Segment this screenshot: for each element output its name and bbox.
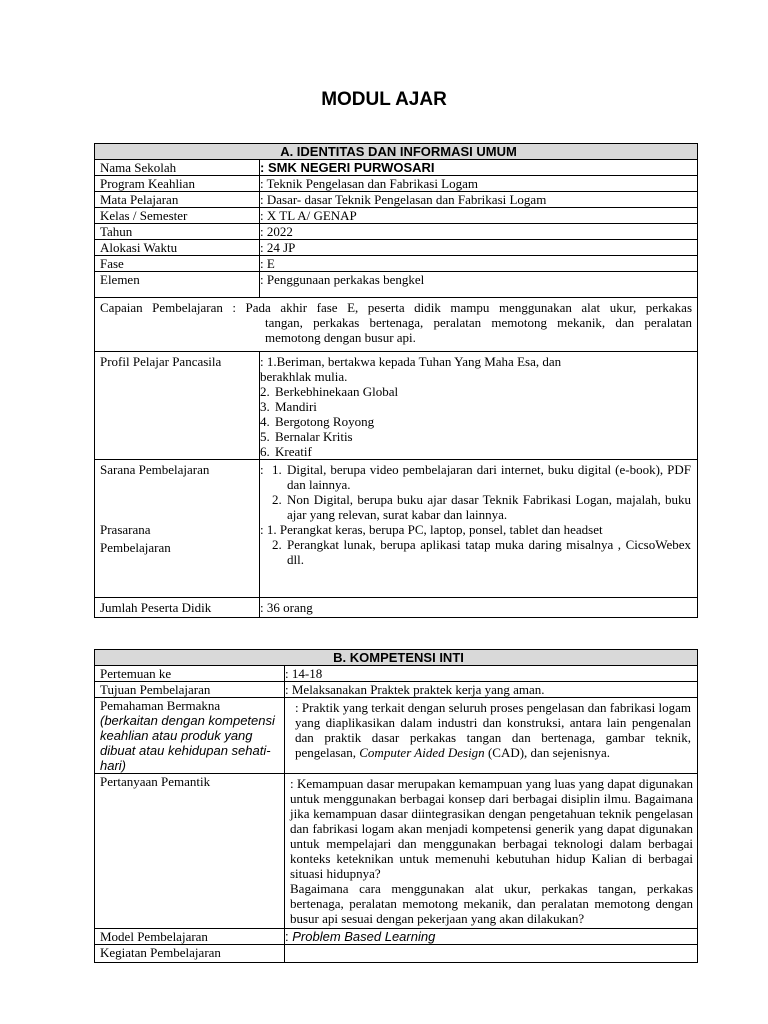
pertanyaan-para-2: Bagaimana cara menggunakan alat ukur, perkakas tangan, perkakas bertenaga, peralatan memotong mekanik, dan peralatan memotong dengan busur api sesuai dengan pekerjaan yang akan dilakukan? <box>290 881 694 926</box>
row-tujuan <box>95 682 698 698</box>
row-tahun <box>95 224 698 240</box>
list-item: 2. Berkebhinekaan Global <box>260 384 399 399</box>
value-program-keahlian: : Teknik Pengelasan dan Fabrikasi Logam <box>260 176 698 192</box>
list-item: 5. Bernalar Kritis <box>260 429 353 444</box>
value-jumlah-peserta: : 36 orang <box>260 598 698 618</box>
value-pemahaman: : Praktik yang terkait dengan seluruh proses pengelasan dan fabrikasi logam yang diaplikasikan dalam industri dan konstruksi, antara lain pengenalan dan praktik dasar perkakas tangan dan bertenaga, gambar teknik, pengelasan, Computer Aided Design (CAD), dan sejenisnya. <box>285 698 698 774</box>
capaian-cell <box>95 298 698 352</box>
prasarana-first: : 1. Perangkat keras, berupa PC, laptop, ponsel, tablet dan headset <box>260 522 603 537</box>
row-pertemuan <box>95 666 698 682</box>
value-kegiatan <box>285 945 698 963</box>
row-pertanyaan <box>95 774 698 929</box>
row-jumlah-peserta <box>95 598 698 618</box>
value-nama-sekolah: : SMK NEGERI PURWOSARI <box>260 160 698 176</box>
label-tujuan: Tujuan Pembelajaran <box>95 682 285 698</box>
value-tahun: : 2022 <box>260 224 698 240</box>
profil-first: : 1.Beriman, bertakwa kepada Tuhan Yang Maha Esa, dan <box>260 354 562 369</box>
label-jumlah-peserta: Jumlah Peserta Didik <box>95 598 260 618</box>
sarana-item-1: : 1. Digital, berupa video pembelajaran dari internet, buku digital (e-book), PDF dan lainnya. <box>260 462 692 492</box>
prasarana-item-2: 2. Perangkat lunak, berupa aplikasi tatap muka daring misalnya , CicsoWebex dll. <box>272 537 692 567</box>
row-pemahaman <box>95 698 698 774</box>
row-sarana-prasarana <box>95 460 698 598</box>
list-item: 6. Kreatif <box>260 444 312 459</box>
value-fase: : E <box>260 256 698 272</box>
row-elemen <box>95 272 698 298</box>
row-capaian <box>95 298 698 352</box>
label-mata-pelajaran: Mata Pelajaran <box>95 192 260 208</box>
label-fase: Fase <box>95 256 260 272</box>
row-profil <box>95 352 698 460</box>
section-b-heading: B. KOMPETENSI INTI <box>95 650 698 666</box>
sarana-item-2: 2. Non Digital, berupa buku ajar dasar Teknik Fabrikasi Logan, majalah, buku ajar yang relevan, surat kabar dan lainnya. <box>272 492 692 522</box>
value-pertanyaan <box>285 774 698 929</box>
row-model <box>95 929 698 945</box>
value-tujuan: : Melaksanakan Praktek praktek kerja yang aman. <box>285 682 698 698</box>
label-pertanyaan: Pertanyaan Pemantik <box>95 774 285 929</box>
label-profil: Profil Pelajar Pancasila <box>95 352 260 460</box>
label-pemahaman-cell <box>95 698 285 774</box>
label-tahun: Tahun <box>95 224 260 240</box>
label-nama-sekolah: Nama Sekolah <box>95 160 260 176</box>
row-kelas-semester <box>95 208 698 224</box>
value-model: : Problem Based Learning <box>285 929 698 945</box>
document-title: MODUL AJAR <box>321 89 447 110</box>
label-kegiatan: Kegiatan Pembelajaran <box>95 945 285 963</box>
label-model: Model Pembelajaran <box>95 929 285 945</box>
kompetensi-table <box>94 649 698 963</box>
section-a-heading: A. IDENTITAS DAN INFORMASI UMUM <box>95 144 698 160</box>
row-nama-sekolah <box>95 160 698 176</box>
value-alokasi-waktu: : 24 JP <box>260 240 698 256</box>
capaian-rest: tangan, perkakas bertenaga, peralatan memotong mekanik, dan peralatan memotong dengan busur api. <box>265 315 693 345</box>
label-sarana-prasarana <box>95 460 260 598</box>
capaian-first-line: Capaian Pembelajaran : Pada akhir fase E, peserta didik mampu menggunakan alat ukur, perkakas <box>100 300 693 315</box>
pemahaman-note: (berkaitan dengan kompetensi keahlian atau produk yang dibuat atau kehidupan sehati-hari) <box>100 713 275 773</box>
label-program-keahlian: Program Keahlian <box>95 176 260 192</box>
value-pertemuan: : 14-18 <box>285 666 698 682</box>
row-fase <box>95 256 698 272</box>
list-item: 4. Bergotong Royong <box>260 414 375 429</box>
value-elemen: : Penggunaan perkakas bengkel <box>260 272 698 298</box>
label-pemahaman: Pemahaman Bermakna <box>100 698 221 713</box>
label-sarana: Sarana Pembelajaran <box>100 462 210 477</box>
row-mata-pelajaran <box>95 192 698 208</box>
label-alokasi-waktu: Alokasi Waktu <box>95 240 260 256</box>
label-prasarana-2: Pembelajaran <box>100 540 171 555</box>
row-kegiatan <box>95 945 698 963</box>
value-kelas-semester: : X TL A/ GENAP <box>260 208 698 224</box>
row-program-keahlian <box>95 176 698 192</box>
value-sarana-prasarana <box>260 460 698 598</box>
list-item: 3. Mandiri <box>260 399 317 414</box>
label-elemen: Elemen <box>95 272 260 298</box>
value-profil <box>260 352 698 460</box>
label-pertemuan: Pertemuan ke <box>95 666 285 682</box>
label-prasarana-1: Prasarana <box>100 522 151 537</box>
row-alokasi-waktu <box>95 240 698 256</box>
pertanyaan-para-1: : Kemampuan dasar merupakan kemampuan yang luas yang dapat digunakan untuk menggunakan berbagai konsep dari berbagai disiplin ilmu. Bagaimana jika kemampuan dasar diintegrasikan dengan pengetahuan teknik pengelasan dan fabrikasi logam akan menjadi kompetensi generik yang dapat digunakan untuk mempelajari dan menggunakan berbagai teknologi dalam berbagai konteks keteknikan untuk memenuhi kebutuhan hidup Kalian di berbagai situasi hidupnya? <box>290 776 694 881</box>
profil-first-cont: berakhlak mulia. <box>260 369 348 384</box>
identitas-table <box>94 143 698 618</box>
value-mata-pelajaran: : Dasar- dasar Teknik Pengelasan dan Fabrikasi Logam <box>260 192 698 208</box>
profil-list <box>260 384 697 459</box>
label-kelas-semester: Kelas / Semester <box>95 208 260 224</box>
